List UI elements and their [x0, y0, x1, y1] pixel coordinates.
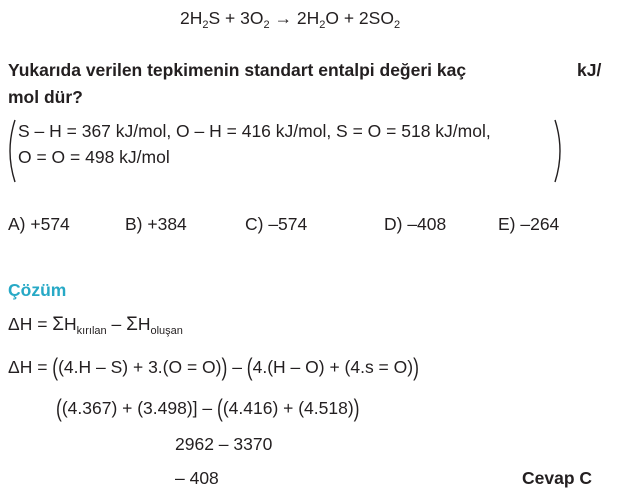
open-paren-icon: ( [246, 352, 253, 382]
solution-title: Çözüm [8, 280, 67, 300]
given-line-1: S – H = 367 kJ/mol, O – H = 416 kJ/mol, S = O = 518 kJ/mol, [18, 121, 491, 141]
solution-line-2: ΔH = ((4.H – S) + 3.(O = O)) – (4.(H – O) + (4.s = O)) [8, 352, 419, 382]
close-paren-icon: ) [413, 352, 419, 382]
option-a[interactable]: A) +574 [8, 214, 70, 234]
right-bracket-icon [553, 118, 567, 184]
sum-icon: Σ [126, 314, 138, 335]
reactant-1: 2H [180, 8, 203, 28]
solution-line-3: ((4.367) + (3.498)] – ((4.416) + (4.518)) [56, 393, 360, 423]
option-c[interactable]: C) –574 [245, 214, 308, 234]
open-paren-icon: ( [52, 352, 59, 382]
question-unit: kJ/ [577, 60, 602, 80]
option-d[interactable]: D) –408 [384, 214, 447, 234]
question-line-1: Yukarıda verilen tepkimenin standart entalpi değeri kaç [8, 60, 467, 80]
sum-icon: Σ [52, 314, 65, 335]
solution-line-4: 2962 – 3370 [175, 434, 273, 454]
close-paren-icon: ) [221, 352, 228, 382]
option-b[interactable]: B) +384 [125, 214, 187, 234]
open-paren-icon: ( [217, 393, 223, 423]
solution-line-1: $\Delta H = \Sigma H_{kırılan} - \Sigma H_{oluşan}$ [8, 314, 183, 337]
question-line-2: mol dür? [8, 87, 83, 107]
reaction-arrow-icon: → [269, 8, 297, 28]
solution-line-5: – 408 [175, 468, 219, 488]
product-2: + 2SO [338, 8, 394, 28]
answer-label: Cevap C [522, 468, 593, 488]
option-e[interactable]: E) –264 [498, 214, 560, 234]
product-1: 2H [296, 8, 320, 28]
open-paren-icon: ( [56, 393, 62, 423]
close-paren-icon: ) [353, 393, 360, 423]
given-line-2: O = O = 498 kJ/mol [18, 147, 170, 167]
reaction-equation: $2H_2S + 3O_2 \to 2H_2O + 2SO_2$ [180, 8, 401, 31]
left-bracket-icon [3, 118, 17, 184]
reactant-2: + 3O [220, 8, 264, 28]
